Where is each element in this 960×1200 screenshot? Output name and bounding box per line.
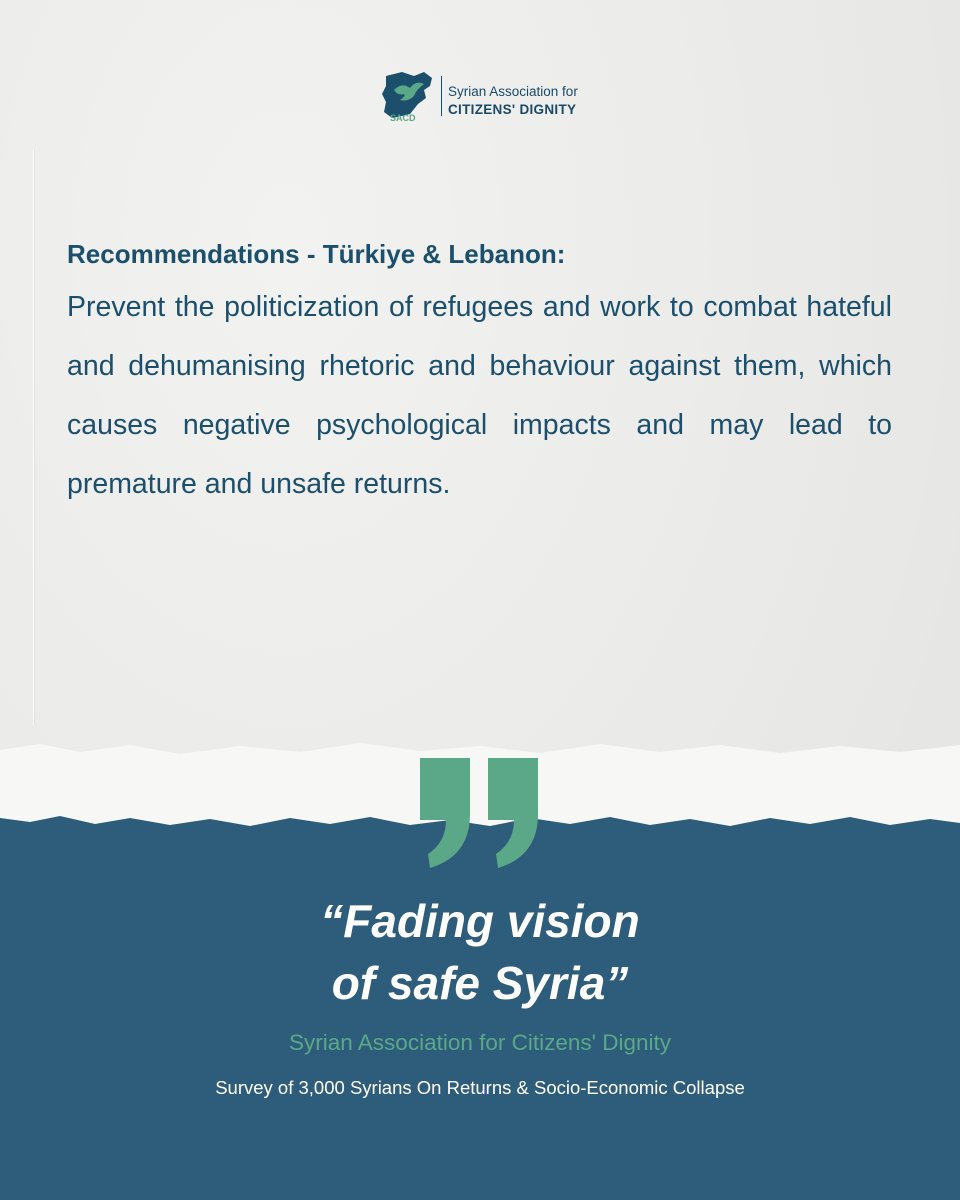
syria-map-dove-icon (380, 68, 436, 124)
organization-name: Syrian Association for Citizens' Dignity (289, 1030, 671, 1055)
sacd-logo (380, 68, 620, 124)
paper-fold-line (33, 150, 34, 725)
logo-divider (441, 76, 442, 116)
logo-abbreviation: SACD (390, 113, 416, 123)
recommendation-body: Prevent the politicization of refugees and work to combat hateful and dehumanising rhetoric and behaviour against them, which causes negative psychological impacts and may lead to premature and unsafe returns. (67, 291, 892, 500)
survey-title: Survey of 3,000 Syrians On Returns & Socio-Economic Collapse (215, 1077, 745, 1098)
closing-quote-icon (420, 758, 540, 868)
pull-quote-line1: “Fading vision (320, 895, 640, 947)
pull-quote-line2: of safe Syria” (331, 957, 629, 1009)
logo-name-line2: CITIZENS' DIGNITY (448, 102, 577, 117)
recommendation-title: Recommendations - Türkiye & Lebanon: (67, 239, 566, 269)
recommendation-block (67, 236, 892, 514)
logo-name-line1: Syrian Association for (448, 84, 578, 99)
pull-quote (0, 890, 960, 1014)
